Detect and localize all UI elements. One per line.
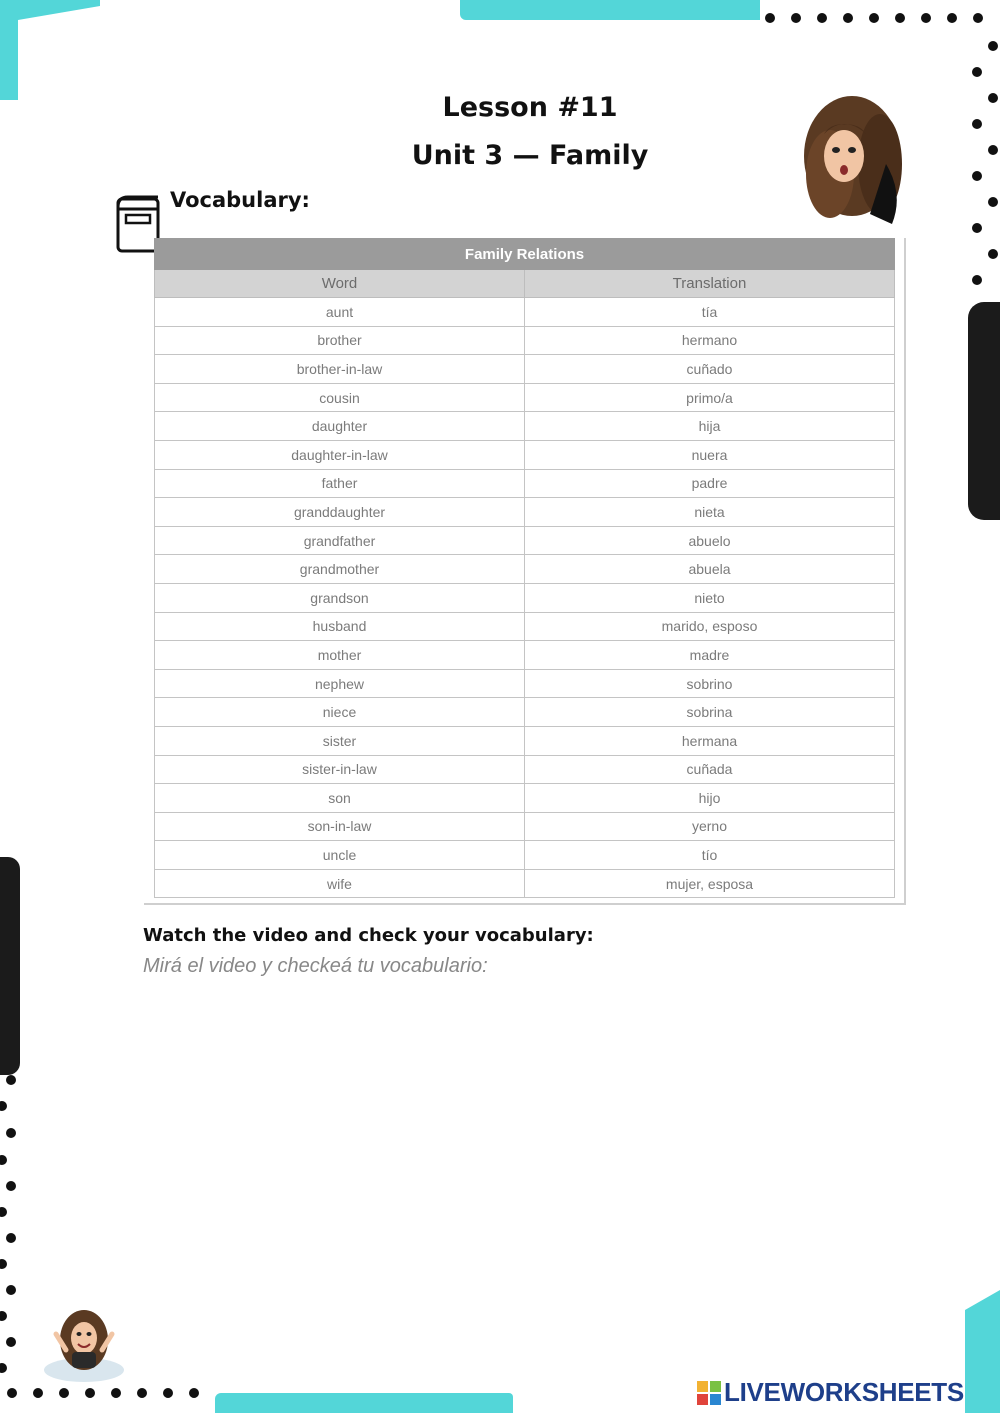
table-row [155,669,895,698]
vocabulary-table [154,238,895,898]
decorative-dot [111,1388,121,1398]
word-cell: uncle [155,841,525,870]
top-accent-bar [460,0,760,20]
table-row [155,298,895,327]
decorative-dot [765,13,775,23]
bottom-accent-bar [215,1393,513,1413]
translation-cell: tía [525,298,895,327]
avatar-icon [800,94,904,228]
translation-cell: sobrina [525,698,895,727]
decorative-dot [988,41,998,51]
decorative-dot [0,1155,7,1165]
translation-cell: primo/a [525,383,895,412]
decorative-dot [6,1181,16,1191]
translation-cell: marido, esposo [525,612,895,641]
translation-cell: nieta [525,498,895,527]
table-row [155,841,895,870]
word-cell: brother-in-law [155,355,525,384]
decorative-dot [895,13,905,23]
avatar-icon [36,1304,132,1384]
word-cell: brother [155,326,525,355]
word-cell: sister-in-law [155,755,525,784]
decorative-dot [137,1388,147,1398]
translation-cell: cuñado [525,355,895,384]
decorative-dot [988,145,998,155]
decorative-dot [843,13,853,23]
unit-title: Unit 3 — Family [411,140,649,171]
word-cell: aunt [155,298,525,327]
decorative-dot [972,119,982,129]
decorative-dot [973,13,983,23]
column-header-translation: Translation [525,270,895,298]
decorative-dot [972,223,982,233]
word-cell: daughter [155,412,525,441]
table-row [155,641,895,670]
translation-cell: mujer, esposa [525,869,895,898]
corner-decoration-bottom-right [965,1290,1000,1413]
decorative-dot [59,1388,69,1398]
word-cell: grandson [155,583,525,612]
word-cell: nephew [155,669,525,698]
table-row [155,812,895,841]
word-cell: wife [155,869,525,898]
decorative-dot [0,1101,7,1111]
decorative-dot [972,171,982,181]
word-cell: grandfather [155,526,525,555]
table-row [155,784,895,813]
decorative-dot [33,1388,43,1398]
table-row [155,498,895,527]
decorative-dot [791,13,801,23]
decorative-dot [0,1259,7,1269]
word-cell: mother [155,641,525,670]
vocabulary-heading: Vocabulary: [170,188,310,212]
table-row [155,440,895,469]
translation-cell: padre [525,469,895,498]
decorative-dot [6,1128,16,1138]
table-row [155,355,895,384]
table-row [155,755,895,784]
word-cell: sister [155,726,525,755]
translation-cell: nuera [525,440,895,469]
right-edge-tab [968,302,1000,520]
decorative-dot [817,13,827,23]
translation-cell: tío [525,841,895,870]
word-cell: niece [155,698,525,727]
translation-cell: abuela [525,555,895,584]
table-row [155,526,895,555]
translation-cell: madre [525,641,895,670]
liveworksheets-brand[interactable] [697,1377,964,1408]
table-row [155,469,895,498]
translation-cell: abuelo [525,526,895,555]
word-cell: grandmother [155,555,525,584]
translation-cell: sobrino [525,669,895,698]
decorative-dot [6,1285,16,1295]
word-cell: father [155,469,525,498]
column-header-word: Word [155,270,525,298]
word-cell: son [155,784,525,813]
translation-cell: yerno [525,812,895,841]
decorative-dot [988,249,998,259]
decorative-dot [869,13,879,23]
table-row [155,698,895,727]
left-edge-tab [0,857,20,1075]
decorative-dot [0,1363,7,1373]
decorative-dot [972,275,982,285]
corner-decoration-top-left [0,0,100,100]
decorative-dot [0,1207,7,1217]
liveworksheets-logo-icon [697,1381,721,1405]
table-row [155,869,895,898]
word-cell: cousin [155,383,525,412]
table-row [155,412,895,441]
table-caption: Family Relations [155,239,895,270]
video-subtitle: Mirá el video y checkeá tu vocabulario: [143,955,488,977]
translation-cell: cuñada [525,755,895,784]
translation-cell: hijo [525,784,895,813]
decorative-dot [85,1388,95,1398]
decorative-dot [189,1388,199,1398]
decorative-dot [988,93,998,103]
translation-cell: hija [525,412,895,441]
table-row [155,726,895,755]
table-row [155,326,895,355]
word-cell: husband [155,612,525,641]
video-heading: Watch the video and check your vocabulary: [143,925,594,946]
word-cell: granddaughter [155,498,525,527]
decorative-dot [0,1311,7,1321]
decorative-dot [921,13,931,23]
translation-cell: hermana [525,726,895,755]
decorative-dot [6,1075,16,1085]
decorative-dot [7,1388,17,1398]
decorative-dot [947,13,957,23]
table-row [155,555,895,584]
lesson-title: Lesson #11 [442,92,618,123]
word-cell: son-in-law [155,812,525,841]
table-row [155,583,895,612]
vocabulary-table-body [155,298,895,898]
decorative-dot [6,1233,16,1243]
table-row [155,612,895,641]
word-cell: daughter-in-law [155,440,525,469]
decorative-dot [988,197,998,207]
decorative-dot [972,67,982,77]
vocabulary-table-container [144,238,906,905]
decorative-dot [6,1337,16,1347]
translation-cell: hermano [525,326,895,355]
decorative-dot [163,1388,173,1398]
brand-text: LIVEWORKSHEETS [724,1377,964,1407]
table-row [155,383,895,412]
translation-cell: nieto [525,583,895,612]
